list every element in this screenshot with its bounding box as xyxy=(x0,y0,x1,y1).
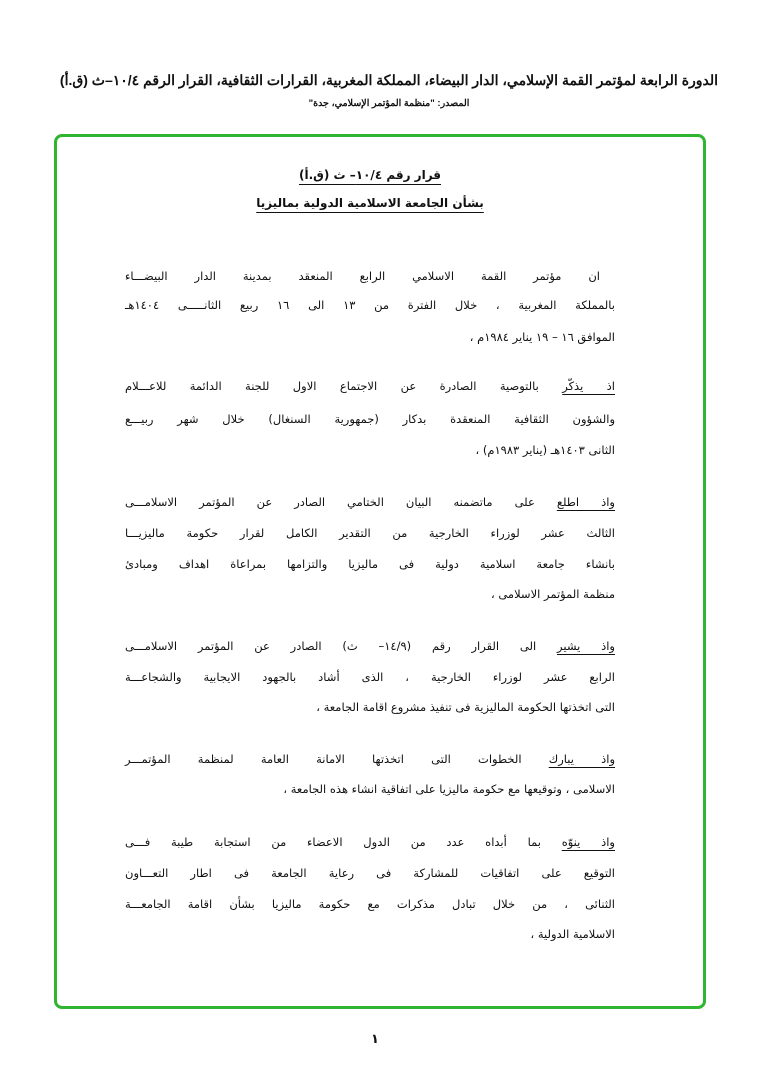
resolution-subject-text: بشأن الجامعة الاسلامية الدولية بماليزيا xyxy=(256,196,484,210)
line-text: الخطوات التى اتخذتها الامانة العامة لمنظمة المؤتمـــر xyxy=(125,752,549,766)
line-text: والشؤون الثقافية المنعقدة بدكار (جمهورية السنغال) خلال شهر ربيـــع xyxy=(125,412,615,426)
line-text: الى القرار رقم (١٤/٩– ث) الصادر عن المؤتمر الاسلامـــى xyxy=(125,639,558,653)
paragraph-6-line-1 xyxy=(125,835,615,849)
paragraph-6-line-4 xyxy=(125,927,615,941)
paragraph-lead: واذ ينوّه xyxy=(561,835,615,849)
paragraph-lead: واذ اطلع xyxy=(556,495,615,509)
line-text: الثنائى ، من خلال تبادل مذكرات مع حكومة ماليزيا بشأن اقامة الجامعـــة xyxy=(125,897,615,911)
resolution-subject xyxy=(125,196,615,210)
paragraph-6-line-2 xyxy=(125,866,615,880)
paragraph-3-line-1 xyxy=(125,495,615,509)
line-text: الاسلامية الدولية ، xyxy=(530,927,615,941)
line-text: التى اتخذتها الحكومة الماليزية فى تنفيذ مشروع اقامة الجامعة ، xyxy=(316,700,615,714)
line-text: بالمملكة المغربية ، خلال الفترة من ١٣ الى ١٦ ربيع الثانـــــى ١٤٠٤هـ xyxy=(125,298,615,312)
paragraph-4-line-3 xyxy=(125,700,615,714)
paragraph-5-line-2 xyxy=(125,782,615,796)
paragraph-3-line-2 xyxy=(125,526,615,540)
paragraph-2-line-1 xyxy=(125,379,615,393)
line-text: الثالث عشر لوزراء الخارجية من التقدير الكامل لقرار حكومة ماليزيـــا xyxy=(125,526,615,540)
paragraph-lead: واذ يبارك xyxy=(548,752,615,766)
paragraph-4-line-2 xyxy=(125,670,615,684)
paragraph-3-line-3 xyxy=(125,557,615,571)
line-text: على ماتضمنه البيان الختامي الصادر عن المؤتمر الاسلامـــى xyxy=(125,495,557,509)
line-text: ان مؤتمر القمة الاسلامي الرابع المنعقد بمدينة الدار البيضـــاء xyxy=(125,269,600,283)
resolution-number xyxy=(125,168,615,182)
line-text: الموافق ١٦ – ١٩ يناير ١٩٨٤م ، xyxy=(469,330,615,344)
page-number: ١ xyxy=(371,1032,379,1047)
paragraph-3-line-4 xyxy=(125,587,615,601)
document-source: المصدر: "منظمة المؤتمر الإسلامي، جدة" xyxy=(308,98,470,109)
paragraph-2-line-3 xyxy=(125,443,615,457)
line-text: بانشاء جامعة اسلامية دولية فى ماليزيا والتزامها بمراعاة اهداف ومبادئ xyxy=(125,557,615,571)
line-text: الرابع عشر لوزراء الخارجية ، الذى أشاد بالجهود الايجابية والشجاعـــة xyxy=(125,670,615,684)
line-text: الثانى ١٤٠٣هـ (يناير ١٩٨٣م) ، xyxy=(475,443,615,457)
paragraph-6-line-3 xyxy=(125,897,615,911)
line-text: بما أبداه عدد من الدول الاعضاء من استجابة طيبة فـــى xyxy=(125,835,562,849)
paragraph-2-line-2 xyxy=(125,412,615,426)
line-text: الاسلامى ، وتوقيعها مع حكومة ماليزيا على اتفاقية انشاء هذه الجامعة ، xyxy=(283,782,615,796)
paragraph-1-line-3 xyxy=(125,330,615,344)
line-text: بالتوصية الصادرة عن الاجتماع الاول للجنة الدائمة للاعـــلام xyxy=(125,379,563,393)
paragraph-4-line-1 xyxy=(125,639,615,653)
resolution-number-text: قرار رقم ١٠/٤– ث (ق.أ) xyxy=(298,168,442,182)
paragraph-5-line-1 xyxy=(125,752,615,766)
document-header-title: الدورة الرابعة لمؤتمر القمة الإسلامي، الدار البيضاء، المملكة المغربية، القرارات الثقافية، القرار الرقم ١٠/٤–ث (ق.أ) xyxy=(59,72,719,88)
paragraph-lead: اذ يذكّر xyxy=(562,379,615,393)
paragraph-lead: واذ يشير xyxy=(557,639,615,653)
line-text: منظمة المؤتمر الاسلامى ، xyxy=(490,587,615,601)
paragraph-1-line-1 xyxy=(125,269,600,283)
paragraph-1-line-2 xyxy=(125,298,615,312)
line-text: التوقيع على اتفاقيات للمشاركة فى رعاية الجامعة فى اطار التعـــاون xyxy=(125,866,615,880)
